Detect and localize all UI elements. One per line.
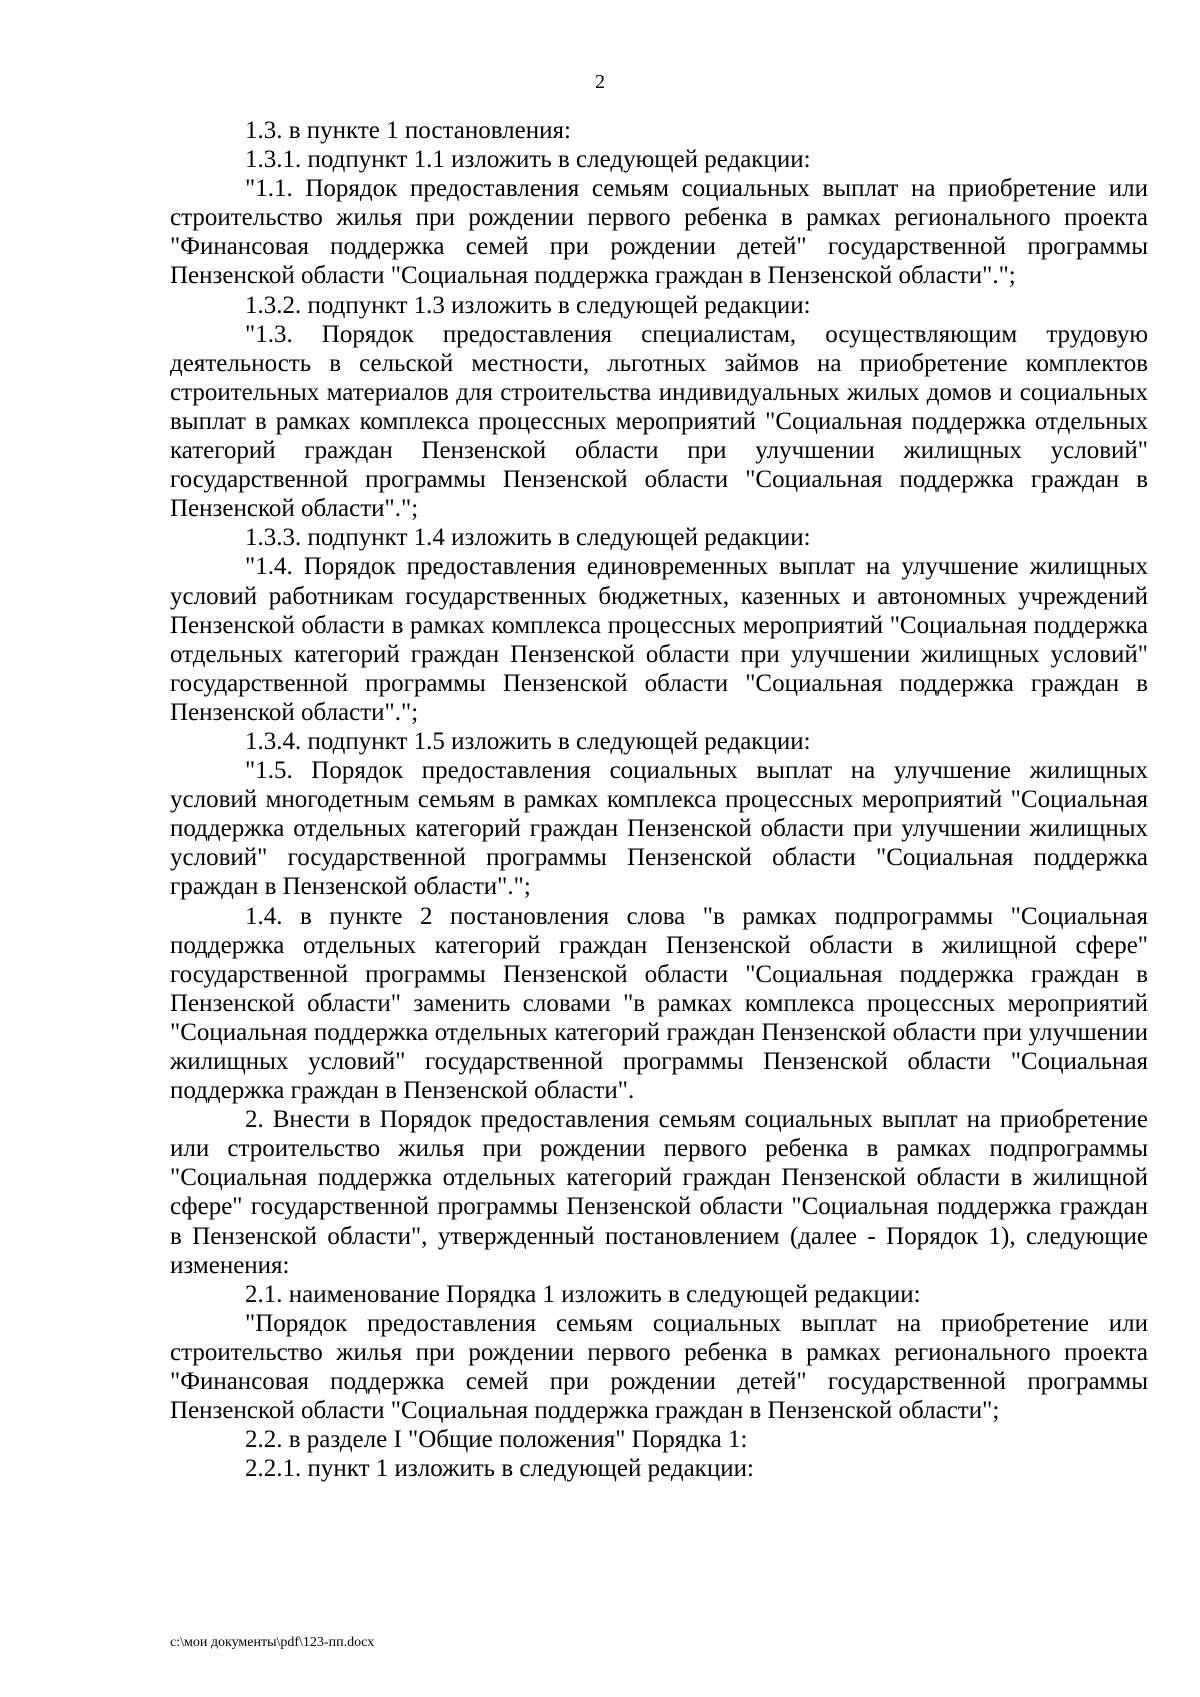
paragraph-2-1-text: "Порядок предоставления семьям социальных выплат на приобретение или строительство жилья при рождении первого ребенка в рамках регионального проекта "Финансовая поддержка семей при рождении детей" государственной программы Пензенской области "Социальная поддержка граждан в Пензенской области";: [170, 1309, 1148, 1425]
paragraph-2-2: 2.2. в разделе I "Общие положения" Порядка 1:: [245, 1426, 748, 1454]
paragraph-1-3: 1.3. в пункте 1 постановления:: [245, 117, 571, 144]
footer-file-path: c:\мои документы\pdf\123-пп.docx: [170, 1635, 375, 1650]
page-number: 2: [595, 71, 605, 93]
paragraph-1-3-2: 1.3.2. подпункт 1.3 изложить в следующей редакции:: [245, 291, 811, 319]
paragraph-2-1: 2.1. наименование Порядка 1 изложить в следующей редакции:: [245, 1280, 921, 1308]
paragraph-2: 2. Внести в Порядок предоставления семьям социальных выплат на приобретение или строительство жилья при рождении первого ребенка в рамках подпрограммы "Социальная поддержка отдельных категорий граждан Пензенской области в жилищной сфере" государственной программы Пензенской области "Социальная поддержка граждан в Пензенской области", утвержденный постановлением (далее - Порядок 1), следующие изменения:: [170, 1106, 1148, 1279]
paragraph-1-5-text: "1.5. Порядок предоставления социальных выплат на улучшение жилищных условий многодетным семьям в рамках комплекса процессных мероприятий "Социальная поддержка отдельных категорий граждан Пензенской области при улучшении жилищных условий" государственной программы Пензенской области "Социальная поддержка граждан в Пензенской области".";: [170, 757, 1148, 901]
paragraph-1-4: 1.4. в пункте 2 постановления слова "в рамках подпрограммы "Социальная поддержка отдельных категорий граждан Пензенской области в жилищной сфере" государственной программы Пензенской области "Социальная поддержка граждан в Пензенской области" заменить словами "в рамках комплекса процессных мероприятий "Социальная поддержка отдельных категорий граждан Пензенской области при улучшении жилищных условий" государственной программы Пензенской области "Социальная поддержка граждан в Пензенской области".: [170, 902, 1148, 1105]
paragraph-1-3-text: "1.3. Порядок предоставления специалистам, осуществляющим трудовую деятельность в сельской местности, льготных займов на приобретение комплектов строительных материалов для строительства индивидуальных жилых домов и социальных выплат в рамках комплекса процессных мероприятий "Социальная поддержка отдельных категорий граждан Пензенской области при улучшении жилищных условий" государственной программы Пензенской области "Социальная поддержка граждан в Пензенской области".";: [170, 320, 1148, 523]
paragraph-1-3-4: 1.3.4. подпункт 1.5 изложить в следующей редакции:: [245, 727, 811, 755]
paragraph-2-2-1: 2.2.1. пункт 1 изложить в следующей редакции:: [245, 1455, 754, 1483]
paragraph-1-3-3: 1.3.3. подпункт 1.4 изложить в следующей редакции:: [245, 524, 811, 552]
paragraph-1-1-text: "1.1. Порядок предоставления семьям социальных выплат на приобретение или строительство жилья при рождении первого ребенка в рамках регионального проекта "Финансовая поддержка семей при рождении детей" государственной программы Пензенской области "Социальная поддержка граждан в Пензенской области".";: [170, 175, 1148, 290]
paragraph-1-3-1: 1.3.1. подпункт 1.1 изложить в следующей редакции:: [245, 146, 811, 174]
document-body: [170, 116, 1148, 1483]
paragraph-1-4-text: "1.4. Порядок предоставления единовременных выплат на улучшение жилищных условий работникам государственных бюджетных, казенных и автономных учреждений Пензенской области в рамках комплекса процессных мероприятий "Социальная поддержка отдельных категорий граждан Пензенской области при улучшении жилищных условий" государственной программы Пензенской области "Социальная поддержка граждан в Пензенской области".";: [170, 553, 1148, 726]
